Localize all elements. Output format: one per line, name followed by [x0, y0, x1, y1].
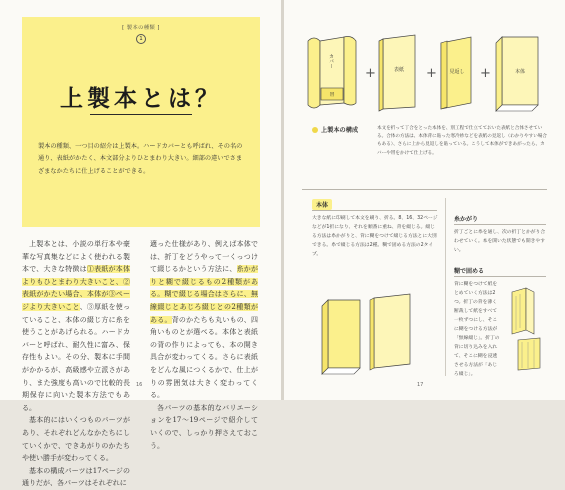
right-page — [284, 0, 565, 400]
highlight: ①表紙が本体よりもひとまわり大きいこと、②表紙がかたい場合、本体が③ページより大きいこと — [22, 265, 130, 311]
chapter-number: 1 — [136, 34, 146, 44]
page-number: 16 — [136, 382, 143, 388]
title-panel — [22, 17, 260, 227]
structure-caption-heading — [312, 125, 358, 134]
column-divider — [445, 198, 446, 376]
structure-caption-text: 本文を折って丁合をとった本体を、別工程で仕立てておいた表紙と合体させている。合体の方法は、本体背に貼った寒冷紗などを表紙の見返し（わかりやすい場合もある）、さらに上から見返しを貼っている。こうして本体ができあがったら、カバーや帯をかけて仕上げる。 — [377, 126, 547, 156]
title-underline — [90, 114, 192, 115]
endpaper-label: 見返し — [449, 69, 465, 75]
section-rule — [454, 224, 546, 225]
text-block-illustration — [492, 33, 544, 113]
text-span: 、③厚紙を使っていること、本体の綴じ方に糸を使うことがあげられる。ハードカバーと呼ばれ、耐久性に富み、保存性もよい。その分、製本に手間がかかるが、高級感や立派さがあり、また強度も高いので比較的長期保存に向いた製本方法でもある。 — [22, 302, 131, 412]
text-span: 背のかたちも丸いもの、四角いものとが選べる。本体と表紙の背の作りによっても、本の開き具合が変わってくる。さらに表紙をどんな風につくるかで、仕上がりの雰囲気は大きく変わってくる。 — [150, 315, 258, 400]
binding-method-illustration — [506, 282, 552, 372]
plus-sign: + — [365, 66, 376, 81]
page-title: 上製本とは？ — [60, 85, 222, 112]
highlight: 糸かがりと糊で綴じるもの2種類がある。糊で綴じる場合はさらに、無線綴じとあじろ綴じとの2種類がある。 — [150, 265, 259, 324]
section-tag-itokagari: 糸かがり — [454, 216, 479, 223]
bullet-icon — [312, 127, 318, 133]
section-rule — [454, 276, 546, 277]
band-label: 帯 — [329, 93, 335, 98]
paragraph — [150, 238, 258, 402]
plus-sign: + — [480, 66, 491, 81]
section-text-honntai: 大きな紙に印刷して本文を刷り、折る。8、16、32ページなどが1折になり、それを順番に重ね、背を綴じる。綴じる方法は糸かがりと、背に糊をつけて綴じる方法とに大別できる。糸で綴じる方法は2種。糊で固める方法の2タイプ。 — [312, 216, 438, 257]
text-span: 上製本とは、小説の単行本や豪華な写真集などによく使われる製本で、大きな特徴は — [22, 240, 130, 274]
section-divider — [302, 189, 547, 190]
text-block-binding-illustration — [314, 290, 424, 375]
section-tag-honntai: 本体 — [312, 199, 332, 210]
section-rule — [312, 210, 437, 211]
text-span: 適った仕様があり、例えば本体では、折丁をどうやって一くっつけて綴じるかという方法に、 — [150, 240, 258, 274]
endpaper-illustration — [437, 33, 477, 113]
section-text-itokagari: 折丁ごとに糸を通し、次の折丁とかがり合わせていく。本を開いた状態でも開きやすい。 — [454, 230, 546, 253]
section-text-norikatame: 背に糊をつけて紙をとめていく方法は2つ。折丁の背を薄く断裁して紙をすべて一枚ずつにし、そこに糊をつける方法が「無線綴じ」。折丁の背に切り込みを入れて、そこに糊を浸透させる方法が「あじろ綴じ」。 — [454, 282, 500, 377]
cover-label: カバー — [328, 53, 334, 69]
plus-sign: + — [426, 66, 437, 81]
caption-heading-text: 上製本の構成 — [321, 127, 359, 134]
left-page — [0, 0, 281, 488]
paragraph: 各パーツの基本的なバリエーションを17〜19ページで紹介していくので、しっかり押さえておこう。 — [150, 403, 258, 450]
page-number: 17 — [417, 382, 424, 388]
body-column-2 — [150, 238, 258, 452]
case-illustration — [377, 33, 423, 113]
body-column-1 — [22, 238, 130, 490]
intro-text: 製本の種類、一つ目の紹介は上製本。ハードカバーとも呼ばれ、その名の通り、表紙がかたく、本文部分よりひとまわり大きい。細部の違いでさまざまなかたちに仕上げることができる。 — [38, 143, 243, 175]
case-label: 表紙 — [393, 67, 405, 73]
chapter-label: [ 製本の種類 ] — [122, 25, 160, 31]
paragraph — [22, 238, 130, 414]
text-block-label: 本体 — [514, 69, 526, 75]
paragraph: 基本の構成パーツは17ページの通りだが、各パーツはそれぞれに — [22, 466, 130, 488]
paragraph: 基本的にはいくつものパーツがあり、それぞれどんなかたちにしていくかで、できあがりのかたちや使い勝手が変わってくる。 — [22, 416, 130, 463]
section-tag-norikatame: 糊で固める — [454, 268, 485, 275]
cover-band-illustration — [304, 33, 360, 113]
